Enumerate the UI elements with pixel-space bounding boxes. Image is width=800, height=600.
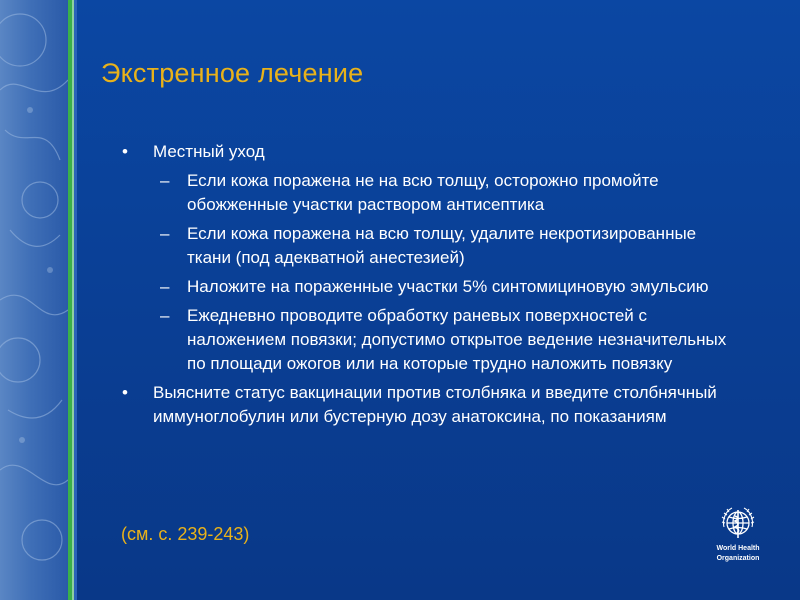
who-name-line2: Organization: [716, 555, 760, 562]
sub-bullet-mark: –: [160, 171, 170, 190]
bullet-text: Местный уход: [153, 142, 265, 161]
sub-bullet-text: Если кожа поражена на всю толщу, удалите некротизированные ткани (под адекватной анестезией): [187, 224, 697, 267]
bullet-item: [118, 140, 738, 164]
sub-bullet-item: [118, 304, 738, 376]
who-name-line1: World Health: [716, 545, 760, 552]
who-logo: [712, 503, 764, 569]
bullet-list: [118, 140, 738, 429]
page-reference: (см. с. 239-243): [121, 524, 250, 544]
bullet-mark: •: [122, 142, 128, 161]
decorative-pattern-icon: [0, 0, 68, 600]
slide-title: Экстренное лечение: [101, 58, 364, 88]
left-decorative-band: [0, 0, 68, 600]
sub-bullet-item: [118, 169, 738, 217]
sub-bullet-mark: –: [160, 306, 170, 325]
who-emblem-icon: [718, 503, 758, 543]
blue-stripe: [74, 0, 77, 600]
sub-bullet-mark: –: [160, 277, 170, 296]
sub-bullet-text: Наложите на пораженные участки 5% синтомициновую эмульсию: [187, 277, 709, 296]
sub-bullet-text: Если кожа поражена не на всю толщу, осторожно промойте обожженные участки раствором антисептика: [187, 171, 659, 214]
sub-bullet-item: [118, 275, 738, 299]
bullet-item: [118, 381, 738, 429]
bullet-text: Выясните статус вакцинации против столбняка и введите столбнячный иммуноглобулин или бустерную дозу анатоксина, по показаниям: [153, 383, 717, 426]
bullet-mark: •: [122, 383, 128, 402]
sub-bullet-text: Ежедневно проводите обработку раневых поверхностей с наложением повязки; допустимо открытое ведение незначительных по площади ожогов или на которые трудно наложить повязку: [187, 306, 727, 373]
sub-bullet-item: [118, 222, 738, 270]
sub-bullet-mark: –: [160, 224, 170, 243]
